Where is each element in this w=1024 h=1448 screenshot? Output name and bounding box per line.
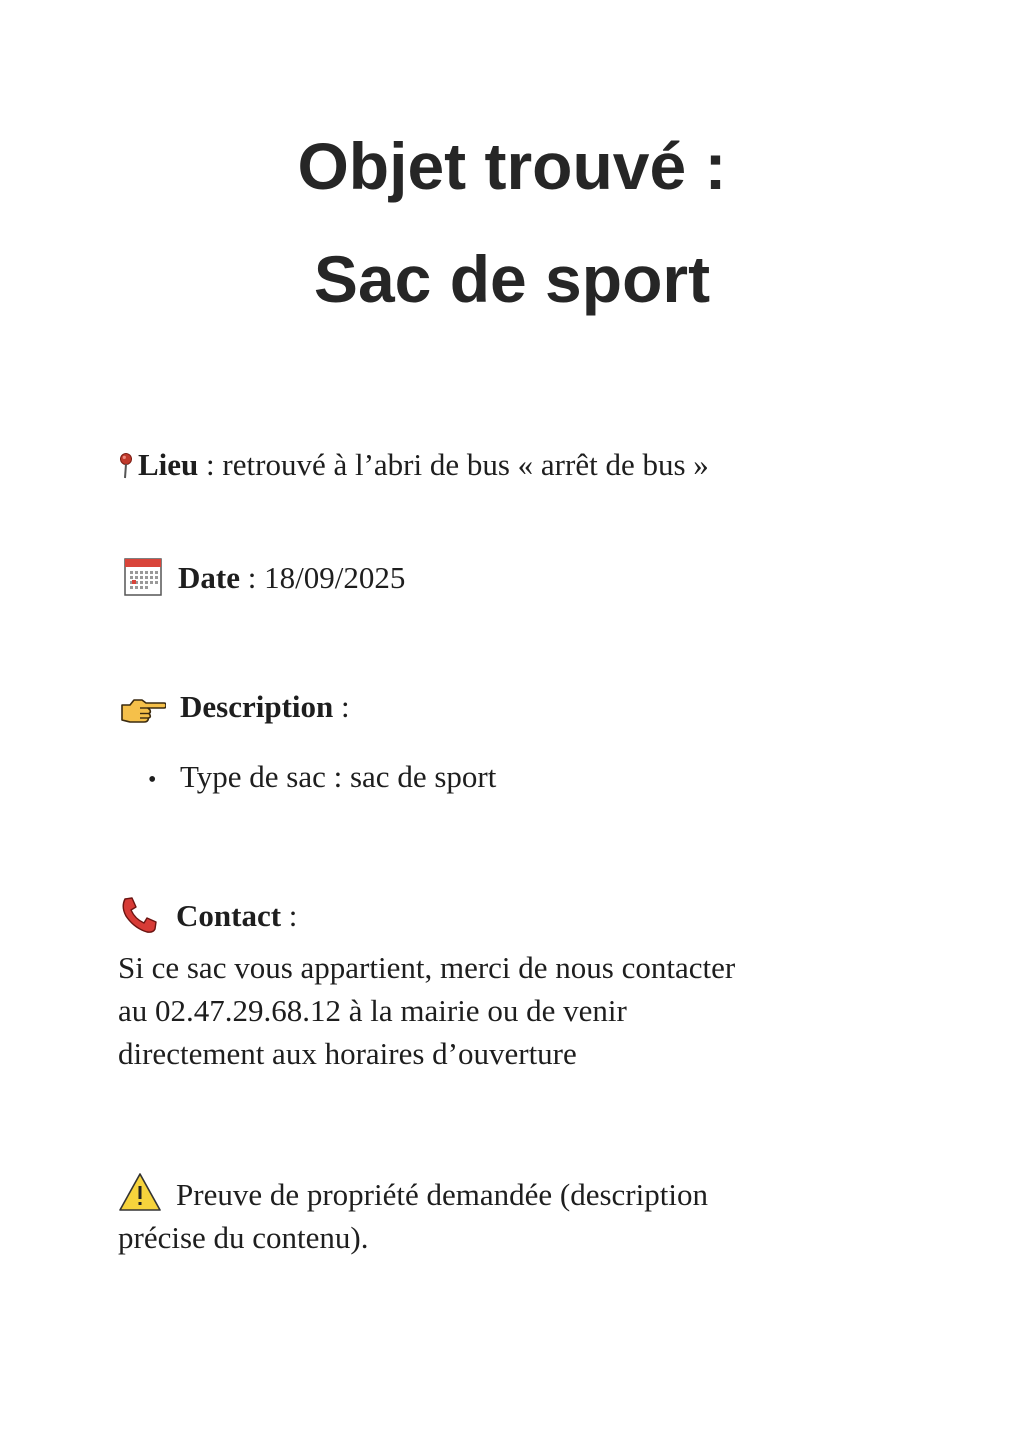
contact-paragraph [118, 946, 735, 1075]
contact-line: Si ce sac vous appartient, merci de nous contacter [118, 950, 736, 985]
page-title-line-1: Objet trouvé : [297, 129, 727, 203]
list-item [148, 761, 496, 792]
date-value: 18/09/2025 [264, 560, 406, 596]
proof-text-line-1: Preuve de propriété demandée (description [176, 1177, 708, 1212]
contact-line: au 02.47.29.68.12 à la mairie ou de venir [118, 993, 627, 1028]
calendar-icon [124, 558, 162, 596]
warning-icon [118, 1172, 162, 1212]
location-row [118, 449, 709, 482]
page-title-line-2: Sac de sport [313, 242, 711, 316]
list-item-text: Type de sac : sac de sport [180, 759, 497, 794]
proof-text-line-2: précise du contenu). [118, 1220, 369, 1255]
telephone-icon [120, 896, 160, 934]
location-value: retrouvé à l’abri de bus « arrêt de bus » [222, 447, 709, 482]
proof-notice [118, 1173, 708, 1218]
contact-line: directement aux horaires d’ouverture [118, 1036, 577, 1071]
location-separator: : [198, 447, 223, 482]
date-label: Date [178, 560, 240, 596]
location-label: Lieu [138, 447, 199, 482]
contact-row [120, 900, 297, 938]
description-separator: : [333, 689, 350, 724]
date-separator: : [239, 560, 265, 596]
contact-separator: : [281, 898, 298, 934]
pointing-hand-icon [120, 693, 166, 723]
date-row [124, 562, 405, 600]
pushpin-icon [118, 452, 134, 480]
contact-label: Contact [176, 898, 282, 934]
description-row [120, 691, 350, 725]
bullet-marker: • [148, 766, 157, 793]
description-label: Description [180, 689, 334, 724]
